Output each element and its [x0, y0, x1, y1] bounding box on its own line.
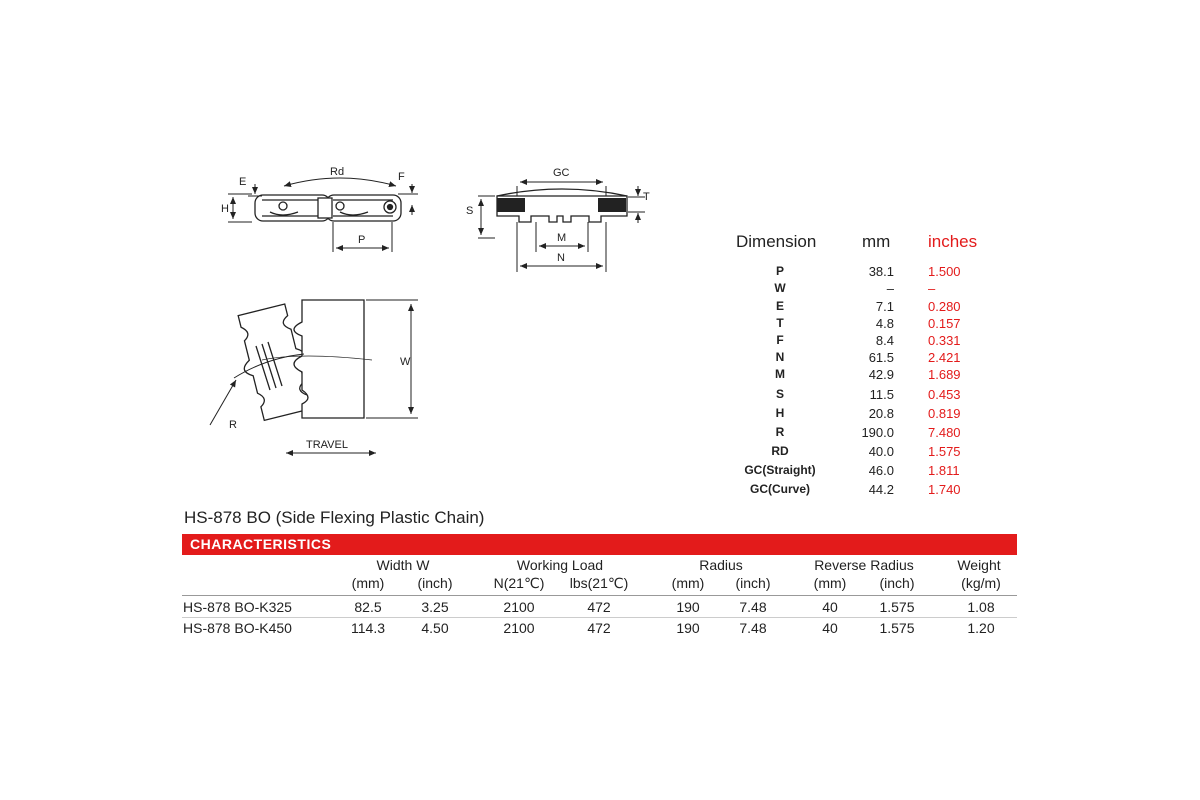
dimension-mm: 20.8	[868, 406, 894, 421]
chain-side-profile	[255, 195, 401, 221]
rev-inch-cell: 1.575	[879, 599, 915, 615]
dimension-name: GC(Straight)	[744, 463, 816, 477]
dimension-name: H	[775, 406, 785, 420]
width-inch-cell: 4.50	[421, 620, 449, 636]
top-view-drawing	[210, 300, 418, 453]
width-mm-cell: 82.5	[354, 599, 382, 615]
t-label: T	[643, 191, 650, 203]
model-cell: HS-878 BO-K450	[183, 620, 292, 636]
width-mm-cell: 114.3	[351, 620, 385, 636]
working-load-header: Working Load	[516, 557, 604, 573]
dimension-name: P	[775, 264, 784, 278]
dimension-name: E	[775, 299, 784, 313]
dimension-inches: 1.689	[928, 367, 961, 382]
dimension-row	[730, 264, 1000, 280]
dimension-mm: 61.5	[868, 350, 894, 365]
width-header: Width W	[376, 557, 430, 573]
unit-weight: (kg/m)	[961, 575, 1001, 591]
dimension-mm: 46.0	[868, 463, 894, 478]
dimension-inches: 2.421	[928, 350, 961, 365]
side-view-drawing	[221, 166, 418, 252]
dimension-mm: 11.5	[869, 387, 894, 402]
rd-arc-line	[284, 178, 396, 186]
dimension-inches: 0.453	[928, 387, 961, 402]
dimension-inches: 1.575	[928, 444, 961, 459]
table-divider	[182, 595, 1017, 596]
unit-radius-inch: (inch)	[735, 575, 771, 591]
dimension-name: R	[775, 425, 785, 439]
dimension-name: W	[774, 281, 786, 295]
radius-mm-cell: 190	[676, 599, 700, 615]
dimension-inches: 1.500	[928, 264, 961, 279]
section-view-drawing	[466, 167, 650, 272]
dimension-mm: 38.1	[868, 264, 894, 279]
dimension-name: M	[775, 367, 785, 381]
model-cell: HS-878 BO-K325	[183, 599, 292, 615]
unit-load-n: N(21℃)	[493, 575, 545, 591]
r-label: R	[229, 419, 237, 431]
rev-mm-cell: 40	[822, 620, 838, 636]
row-divider	[182, 617, 1017, 618]
mm-header: mm	[862, 232, 891, 251]
dimension-row	[730, 463, 1000, 479]
dimension-row	[730, 425, 1000, 441]
dimension-mm: 4.8	[875, 316, 894, 331]
dimension-inches: 7.480	[928, 425, 961, 440]
dimension-name: F	[776, 333, 784, 347]
reverse-radius-header: Reverse Radius	[814, 557, 914, 573]
unit-width-inch: (inch)	[417, 575, 453, 591]
right-wear-strip	[598, 198, 626, 212]
dimension-row	[730, 387, 1000, 403]
dimension-inches: 1.811	[928, 463, 960, 478]
dimension-row	[730, 406, 1000, 422]
characteristics-label: CHARACTERISTICS	[190, 536, 332, 552]
unit-load-lbs: lbs(21℃)	[569, 575, 629, 591]
f-label: F	[398, 171, 405, 183]
w-label: W	[400, 356, 411, 368]
weight-cell: 1.08	[967, 599, 995, 615]
dimension-inches: –	[928, 281, 936, 296]
dimension-inches: 0.280	[928, 299, 961, 314]
h-label: H	[221, 203, 229, 215]
n-label: N	[557, 252, 565, 264]
dimension-row	[730, 281, 1000, 297]
dimension-name: S	[775, 387, 784, 401]
p-label: P	[358, 234, 366, 246]
e-label: E	[239, 176, 247, 188]
dimension-mm: 40.0	[868, 444, 894, 459]
dimension-inches: 0.157	[928, 316, 961, 331]
rev-mm-cell: 40	[822, 599, 838, 615]
dimension-mm: 190.0	[861, 425, 894, 440]
width-inch-cell: 3.25	[421, 599, 449, 615]
load-lbs-cell: 472	[587, 620, 611, 636]
dimension-row	[730, 299, 1000, 315]
radius-inch-cell: 7.48	[739, 599, 767, 615]
load-n-cell: 2100	[503, 599, 535, 615]
dimension-name: GC(Curve)	[749, 482, 810, 496]
travel-label: TRAVEL	[306, 439, 348, 451]
dimension-row	[730, 367, 1000, 383]
weight-cell: 1.20	[967, 620, 995, 636]
rd-label: Rd	[330, 166, 345, 178]
dimension-mm: 42.9	[868, 367, 894, 382]
rev-inch-cell: 1.575	[879, 620, 915, 636]
dimension-row	[730, 482, 1000, 498]
m-label: M	[557, 232, 567, 244]
left-wear-strip	[497, 198, 525, 212]
s-label: S	[466, 205, 474, 217]
dimension-inches: 0.331	[928, 333, 961, 348]
unit-width-mm: (mm)	[351, 575, 385, 591]
gc-label: GC	[553, 167, 570, 179]
dimension-mm: 8.4	[875, 333, 894, 348]
dimension-row	[730, 350, 1000, 366]
load-lbs-cell: 472	[587, 599, 611, 615]
dimension-name: RD	[771, 444, 789, 458]
dimension-name: T	[776, 316, 784, 330]
product-title: HS-878 BO (Side Flexing Plastic Chain)	[184, 508, 485, 527]
dimension-row	[730, 444, 1000, 460]
dimension-row	[730, 333, 1000, 349]
chain-top-links	[231, 300, 364, 422]
characteristics-bar	[182, 534, 1017, 555]
unit-radius-mm: (mm)	[671, 575, 705, 591]
dimension-header: Dimension	[736, 232, 817, 251]
load-n-cell: 2100	[503, 620, 535, 636]
dimension-mm: 7.1	[875, 299, 894, 314]
inches-header: inches	[928, 232, 978, 251]
radius-mm-cell: 190	[676, 620, 700, 636]
dimension-inches: 1.740	[928, 482, 961, 497]
radius-header: Radius	[699, 557, 743, 573]
unit-rev-mm: (mm)	[813, 575, 847, 591]
dimension-mm: –	[886, 281, 894, 296]
radius-inch-cell: 7.48	[739, 620, 767, 636]
dimension-row	[730, 316, 1000, 332]
unit-rev-inch: (inch)	[879, 575, 915, 591]
dimension-name: N	[775, 350, 785, 364]
weight-header: Weight	[957, 557, 1001, 573]
dimension-mm: 44.2	[868, 482, 894, 497]
dimension-inches: 0.819	[928, 406, 961, 421]
